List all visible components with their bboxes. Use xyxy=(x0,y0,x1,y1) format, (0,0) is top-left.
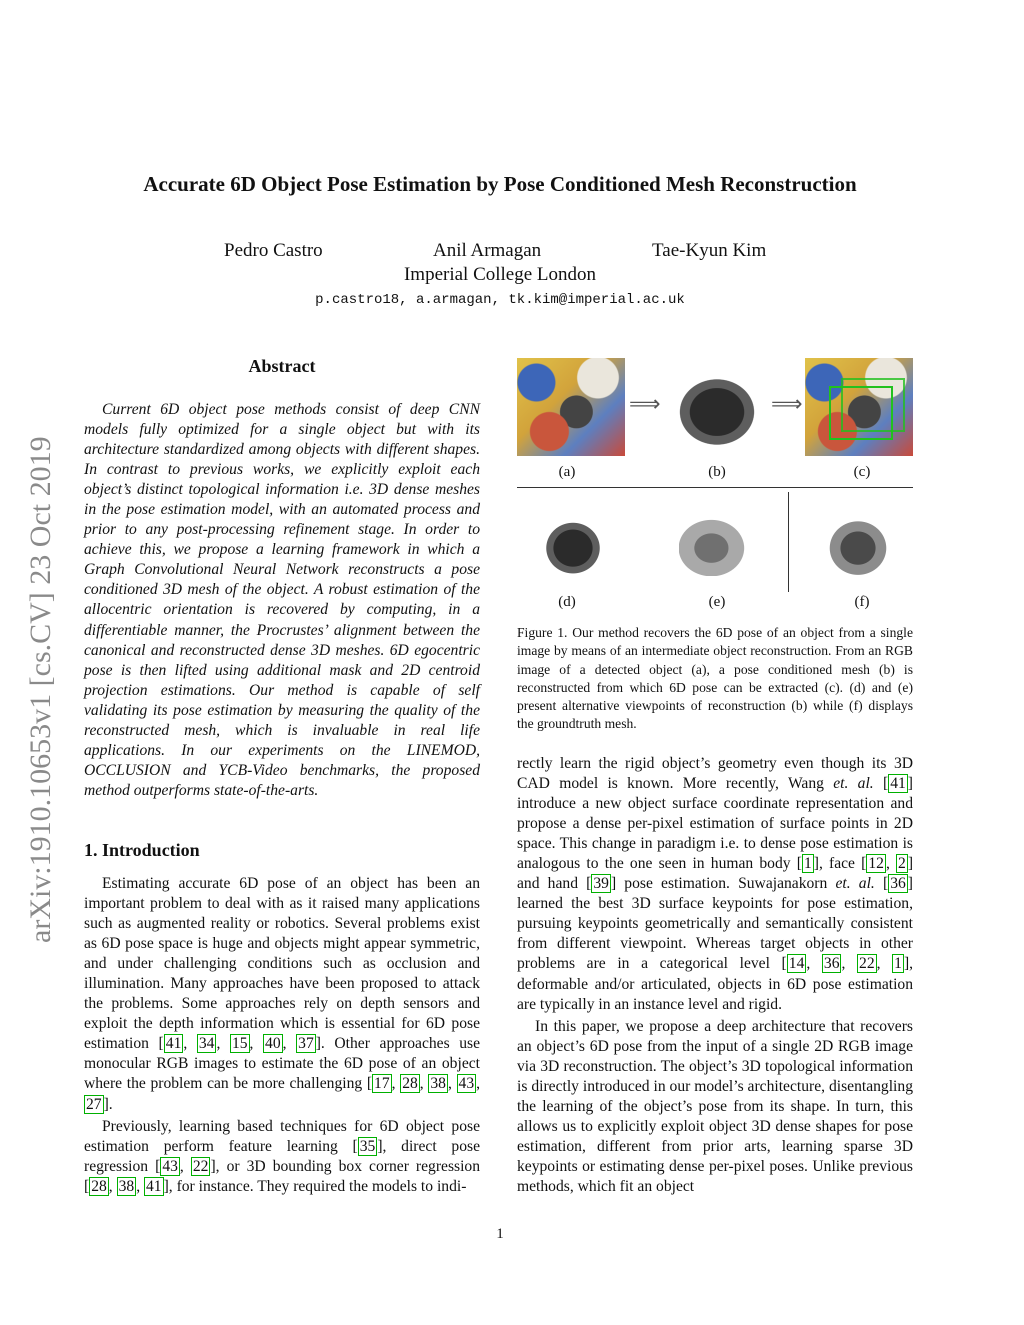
intro-paragraph-2: Previously, learning based techniques for 6D object pose estimation perform feature learning [ 35 ], direct pose regression [ 43 , 22 ], or 3D bounding box corner regression [ 28 , 38 , 41 ], for instance. They required the models to indi- xyxy=(84,1117,481,1195)
figure-label: (f) xyxy=(854,594,870,610)
author-name: Tae-Kyun Kim xyxy=(652,240,767,261)
figure-image-input-rgb xyxy=(517,358,625,456)
citation-link[interactable]: 1 xyxy=(894,955,902,973)
citation-link[interactable]: 22 xyxy=(192,1157,209,1175)
citation-link[interactable]: 35 xyxy=(359,1137,376,1155)
citation-link[interactable]: 40 xyxy=(265,1035,281,1053)
citation-link[interactable]: 28 xyxy=(402,1075,418,1093)
figure-1 xyxy=(517,356,913,616)
citation-link[interactable]: 43 xyxy=(458,1075,475,1093)
citation-link[interactable]: 12 xyxy=(868,855,884,873)
abstract-heading: Abstract xyxy=(248,356,316,376)
citation-link[interactable]: 2 xyxy=(898,855,906,873)
citation-link[interactable]: 41 xyxy=(165,1035,182,1053)
affiliation: Imperial College London xyxy=(403,264,597,285)
figure-label: (a) xyxy=(558,464,576,480)
citation-link[interactable]: 36 xyxy=(890,875,906,893)
citation-link[interactable]: 27 xyxy=(86,1095,102,1113)
intro-paragraph-4: In this paper, we propose a deep architecture that recovers an object’s 6D pose from the input of a single 2D RGB image via 3D reconstruction. The object’s 3D topological information is directly introduced in our model’s architecture, disentangling the learning of the object’s pose from its shape. In turn, this allows us to explicitly exploit object 3D dense shapes for pose estimation, different from prior arts, learning sparse 3D keypoints or estimating dense per-pixel poses. Unlike previous methods, which fit an object xyxy=(517,1017,913,1195)
right-column-body xyxy=(517,754,913,1197)
page-number: 1 xyxy=(496,1226,504,1242)
arrow-icon: ⟹ xyxy=(771,392,803,417)
bounding-box xyxy=(841,378,905,432)
citation-link[interactable]: 37 xyxy=(298,1035,314,1053)
citation-link[interactable]: 38 xyxy=(118,1177,135,1195)
intro-paragraph-1: Estimating accurate 6D pose of an object has been an important problem to deal with as it raised many applications such as augmented reality or robotics. Several problems exist as 6D pose space is huge and objects might appear symmetric, and under challenging conditions such as occlusion and illumination. Many approaches have been proposed to attack the problems. Some approaches rely on depth sensors and exploit the depth information which is essential for 6D pose estimation [ 41 , 34 , 15 , 40 , 37 ]. Other approaches use monocular RGB images to estimate the 6D pose of an object where the problem can be more challenging [ 17 , 28 , 38 , 43 , 27 ]. xyxy=(84,875,481,1113)
figure-caption: Figure 1. Our method recovers the 6D pose of an object from a single image by means of an intermediate object reconstruction. From an RGB image of a detected object (a), a pose conditioned mesh (b) is reconstructed from which 6D pose can be extracted (c). (d) and (e) present alternative viewpoints of reconstruction (b) while (f) displays the groundtruth mesh. xyxy=(517,625,913,732)
citation-link[interactable]: 39 xyxy=(593,875,609,893)
citation-link[interactable]: 15 xyxy=(231,1035,248,1053)
left-column-body xyxy=(84,874,480,1197)
abstract-text: Current 6D object pose methods consist of deep CNN models fully optimized for a single object but with its architecture standardized among objects with different shapes. In contrast to previous works, we explicitly exploit each object’s distinct topological information i.e. 3D dense meshes in the pose estimation model, with an automated process and prior to any post-processing refinement stage. In order to achieve this, we propose a learning framework in which a Graph Convolutional Neural Network reconstructs a pose conditioned 3D mesh of the object. A robust estimation of the allocentric orientation is recovered by computing, in a differentiable manner, the Procrustes’ alignment between the canonical and reconstructed dense 3D meshes. 6D egocentric pose is then lifted using additional mask and 2D centroid projection estimations. Our method is capable of self validating its pose estimation by measuring the quality of the reconstructed mesh, which is invaluable in real life applications. In our experiments on the LINEMOD, OCCLUSION and YCB-Video benchmarks, the proposed method outperforms state-of-the-arts. xyxy=(84,401,480,799)
author-name: Pedro Castro xyxy=(224,240,323,261)
figure-image-view-d xyxy=(537,514,609,576)
intro-paragraph-3: rectly learn the rigid object’s geometry even though its 3D CAD model is known. More recently, Wang et. al. [ 41 ] introduce a new object surface coordinate representation and propose a dense per-pixel estimation of surface points in 2D space. This change in paradigm i.e. to dense pose estimation is analogous to the one seen in human body [ 1 ], face [ 12 , 2 ] and hand [ 39 ] pose estimation. Suwajanakorn et. al. [ 36 ] learned the best 3D surface keypoints for pose estimation, pursuing keypoints geometrically and semantically consistent from different viewpoint. Whereas target objects in other problems are in a categorical level [ 14 , 36 , 22 , 1 ], deformable and/or articulated, objects in 6D pose estimation are typically in an instance level and rigid. xyxy=(517,755,914,1013)
figure-divider xyxy=(517,487,913,488)
author-name: Anil Armagan xyxy=(433,240,542,261)
figure-divider xyxy=(788,492,789,592)
figure-image-reconstruction xyxy=(667,368,767,448)
citation-link[interactable]: 34 xyxy=(198,1035,215,1053)
paper-title: Accurate 6D Object Pose Estimation by Pose Conditioned Mesh Reconstruction xyxy=(143,172,857,196)
citation-link[interactable]: 28 xyxy=(91,1177,107,1195)
citation-link[interactable]: 41 xyxy=(145,1177,162,1195)
arrow-icon: ⟹ xyxy=(629,392,661,417)
citation-link[interactable]: 38 xyxy=(430,1075,446,1093)
citation-link[interactable]: 14 xyxy=(788,955,805,973)
figure-label: (e) xyxy=(708,594,726,610)
citation-link[interactable]: 17 xyxy=(374,1075,390,1093)
citation-link[interactable]: 1 xyxy=(803,855,812,873)
author-emails: p.castro18, a.armagan, tk.kim@imperial.ac.uk xyxy=(315,292,685,308)
figure-image-pose-result xyxy=(805,358,913,456)
figure-image-view-e xyxy=(679,514,751,576)
citation-link[interactable]: 22 xyxy=(859,955,875,973)
figure-label: (d) xyxy=(558,594,576,610)
introduction-heading: 1. Introduction xyxy=(84,840,200,860)
citation-link[interactable]: 43 xyxy=(162,1157,178,1175)
figure-label: (b) xyxy=(708,464,726,480)
citation-link[interactable]: 41 xyxy=(890,775,906,793)
figure-image-groundtruth xyxy=(822,514,894,576)
arxiv-identifier: arXiv:1910.10653v1 [cs.CV] 23 Oct 2019 xyxy=(24,436,57,943)
citation-link[interactable]: 36 xyxy=(823,955,840,973)
figure-label: (c) xyxy=(853,464,871,480)
